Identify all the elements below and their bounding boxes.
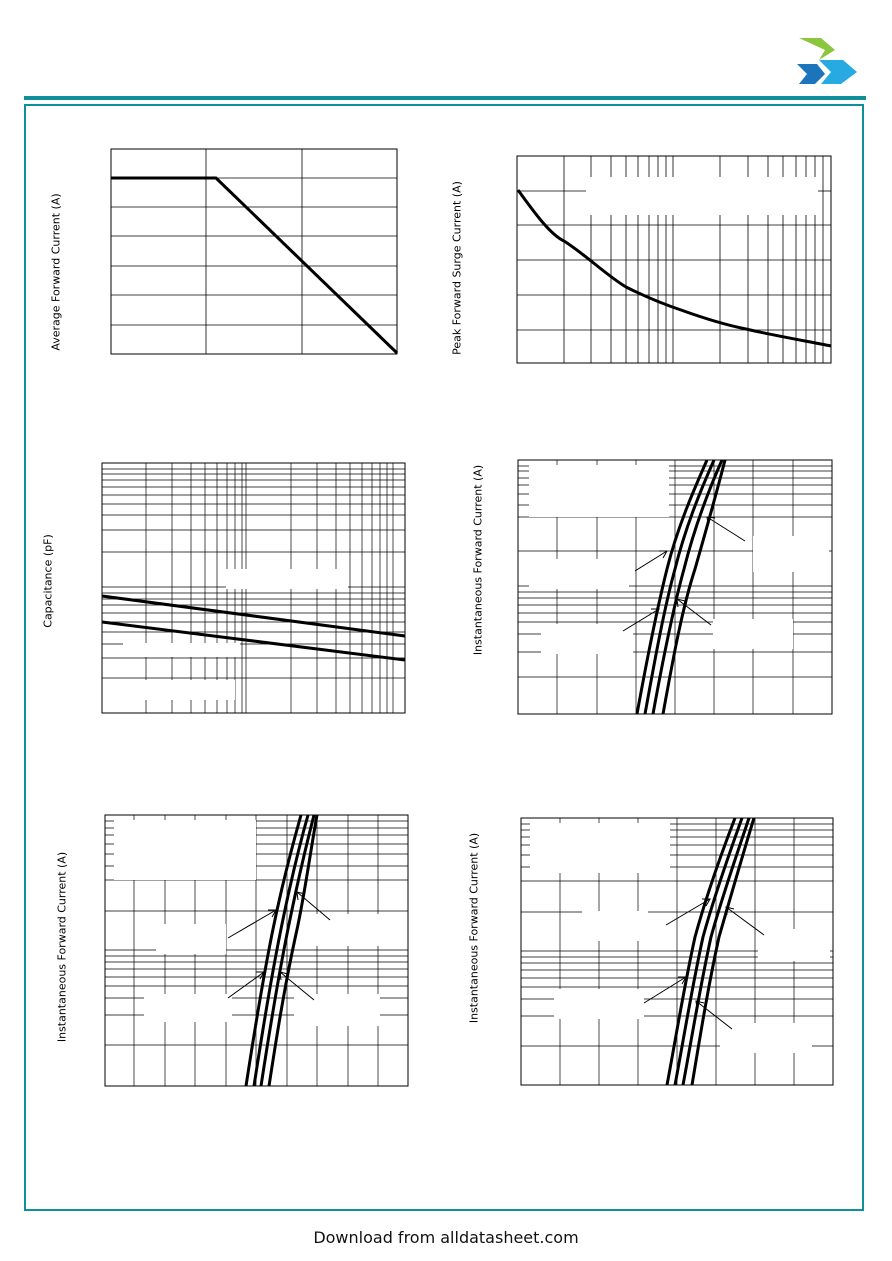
chart-capacitance xyxy=(101,462,408,717)
fig2-ylabel: Peak Forward Surge Current (A) xyxy=(450,181,464,355)
header-rule xyxy=(24,96,866,100)
chart-forward-current-c xyxy=(520,817,836,1089)
fig6-ylabel: Instantaneous Forward Current (A) xyxy=(467,832,481,1024)
company-logo-icon xyxy=(795,34,861,94)
fig1-ylabel: Average Forward Current (A) xyxy=(49,193,63,351)
chart-forward-current-b xyxy=(104,814,411,1090)
footer-download-text[interactable]: Download from alldatasheet.com xyxy=(313,1228,579,1247)
fig4-ylabel: Instantaneous Forward Current (A) xyxy=(471,464,485,656)
chart-peak-surge-current xyxy=(516,155,834,367)
fig3-ylabel: Capacitance (pF) xyxy=(41,534,55,628)
chart-average-forward-current xyxy=(110,148,400,358)
chart-forward-current-a xyxy=(517,459,835,718)
fig5-ylabel: Instantaneous Forward Current (A) xyxy=(55,851,69,1043)
